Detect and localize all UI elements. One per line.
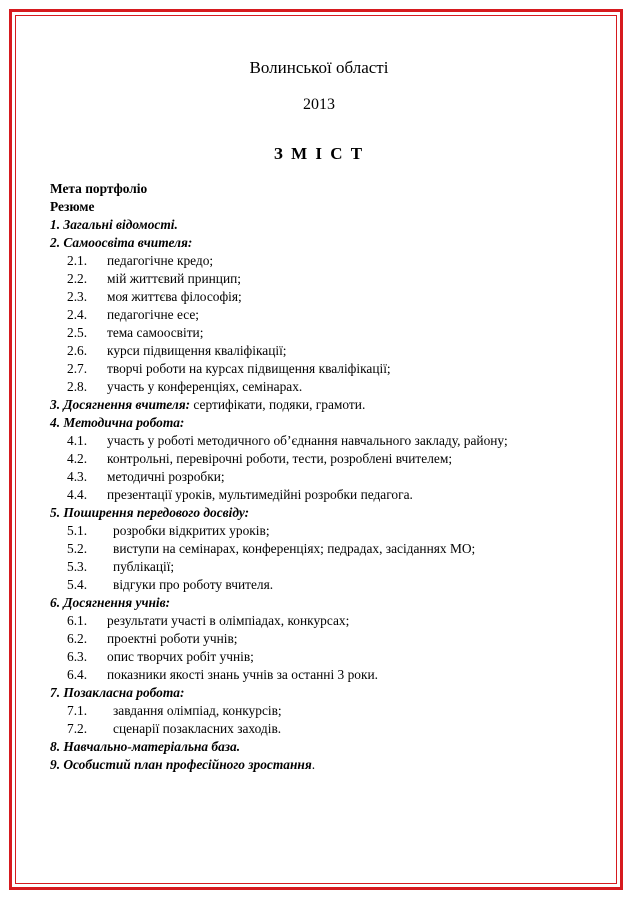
toc-subitem-number: 6.2.: [67, 631, 88, 646]
toc-section: [50, 234, 625, 252]
toc-subitem-number: 5.1.: [67, 523, 88, 538]
toc-subitem-number: 6.3.: [67, 649, 88, 664]
toc-subitem: [50, 378, 625, 396]
toc-subitem-number: 2.1.: [67, 253, 88, 268]
toc-subitem: [50, 630, 625, 648]
toc-subitem-text: презентації уроків, мультимедійні розробки педагога.: [107, 487, 413, 502]
toc-subitem-text: завдання олімпіад, конкурсів;: [113, 703, 282, 718]
toc-subitem: [50, 450, 625, 468]
toc-subitem-text: педагогічне есе;: [107, 307, 199, 322]
toc-section: [50, 756, 625, 774]
toc-subitem-number: 2.4.: [67, 307, 88, 322]
toc-subitem: [50, 648, 625, 666]
toc-item: [50, 180, 625, 198]
toc-subitem-text: тема самоосвіти;: [107, 325, 204, 340]
toc-item-label: Мета портфоліо: [50, 181, 148, 196]
contents-heading: З М І С Т: [273, 144, 365, 163]
toc-subitem: [50, 540, 625, 558]
toc-section-title: 5. Поширення передового досвіду:: [50, 505, 250, 520]
toc-subitem-text: творчі роботи на курсах підвищення кваліфікації;: [107, 361, 391, 376]
toc-item-label: Резюме: [50, 199, 95, 214]
toc-section-title: 1. Загальні відомості.: [50, 217, 178, 232]
toc-subitem-text: сценарії позакласних заходів.: [113, 721, 282, 736]
toc-section-title: 8. Навчально-матеріальна база.: [50, 739, 241, 754]
toc-subitem-text: опис творчих робіт учнів;: [107, 649, 254, 664]
toc-subitem-text: розробки відкритих уроків;: [113, 523, 270, 538]
toc-subitem-text: курси підвищення кваліфікації;: [107, 343, 287, 358]
toc-subitem: [50, 252, 625, 270]
toc-subitem-number: 5.2.: [67, 541, 88, 556]
toc-subitem: [50, 666, 625, 684]
toc-section-tail: сертифікати, подяки, грамоти.: [190, 397, 366, 412]
toc-subitem-text: показники якості знань учнів за останні 3 роки.: [107, 667, 378, 682]
toc-section: [50, 216, 625, 234]
toc-subitem: [50, 306, 625, 324]
toc-section-title: 9. Особистий план професійного зростання: [50, 757, 312, 772]
toc-subitem-number: 2.6.: [67, 343, 88, 358]
toc-section-title: 4. Методична робота:: [50, 415, 185, 430]
toc-subitem-number: 2.8.: [67, 379, 88, 394]
region-line: Волинської області: [249, 58, 389, 77]
toc-subitem-number: 7.1.: [67, 703, 88, 718]
toc-subitem-number: 2.7.: [67, 361, 88, 376]
toc-section: [50, 684, 625, 702]
toc-subitem-number: 2.2.: [67, 271, 88, 286]
toc-item: [50, 198, 625, 216]
toc-subitem-text: моя життєва філософія;: [107, 289, 242, 304]
toc-subitem-text: участь у роботі методичного об’єднання навчального закладу, району;: [107, 433, 508, 448]
toc-subitem-text: методичні розробки;: [107, 469, 225, 484]
toc-subitem: [50, 522, 625, 540]
year-line: 2013: [303, 96, 335, 113]
toc-subitem-number: 6.1.: [67, 613, 88, 628]
toc-subitem-number: 2.5.: [67, 325, 88, 340]
toc-subitem-text: публікації;: [113, 559, 175, 574]
toc-subitem: [50, 342, 625, 360]
toc-subitem-number: 5.3.: [67, 559, 88, 574]
toc-subitem: [50, 288, 625, 306]
toc-subitem: [50, 702, 625, 720]
toc-section: [50, 504, 625, 522]
toc-section-title: 7. Позакласна робота:: [50, 685, 185, 700]
toc-subitem: [50, 324, 625, 342]
toc-subitem-text: виступи на семінарах, конференціях; педрадах, засіданнях МО;: [113, 541, 476, 556]
toc-subitem: [50, 432, 625, 450]
toc-section: [50, 396, 625, 414]
toc-subitem-number: 6.4.: [67, 667, 88, 682]
toc-subitem-text: контрольні, перевірочні роботи, тести, розроблені вчителем;: [107, 451, 453, 466]
toc-section-title: 3. Досягнення вчителя:: [50, 397, 191, 412]
toc-section-title: 2. Самоосвіта вчителя:: [50, 235, 193, 250]
toc-subitem: [50, 486, 625, 504]
toc-subitem-number: 5.4.: [67, 577, 88, 592]
toc-subitem-number: 4.3.: [67, 469, 88, 484]
toc-subitem-number: 2.3.: [67, 289, 88, 304]
toc-subitem: [50, 612, 625, 630]
toc-subitem: [50, 576, 625, 594]
toc-subitem: [50, 558, 625, 576]
toc-subitem-text: результати участі в олімпіадах, конкурсах;: [107, 613, 350, 628]
toc-section-tail: .: [311, 757, 316, 772]
toc-subitem-text: мій життєвий принцип;: [107, 271, 241, 286]
toc-section: [50, 594, 625, 612]
toc-section-title: 6. Досягнення учнів:: [50, 595, 171, 610]
toc-section: [50, 414, 625, 432]
toc-subitem-text: відгуки про роботу вчителя.: [113, 577, 274, 592]
toc-subitem-text: проектні роботи учнів;: [107, 631, 238, 646]
toc-subitem: [50, 360, 625, 378]
toc-section: [50, 738, 625, 756]
toc-subitem-text: участь у конференціях, семінарах.: [107, 379, 303, 394]
toc-subitem-number: 4.1.: [67, 433, 88, 448]
toc-subitem: [50, 468, 625, 486]
toc-subitem: [50, 720, 625, 738]
toc-subitem-text: педагогічне кредо;: [107, 253, 214, 268]
table-of-contents: [50, 180, 625, 774]
toc-subitem-number: 4.4.: [67, 487, 88, 502]
toc-subitem-number: 4.2.: [67, 451, 88, 466]
toc-subitem-number: 7.2.: [67, 721, 88, 736]
toc-subitem: [50, 270, 625, 288]
